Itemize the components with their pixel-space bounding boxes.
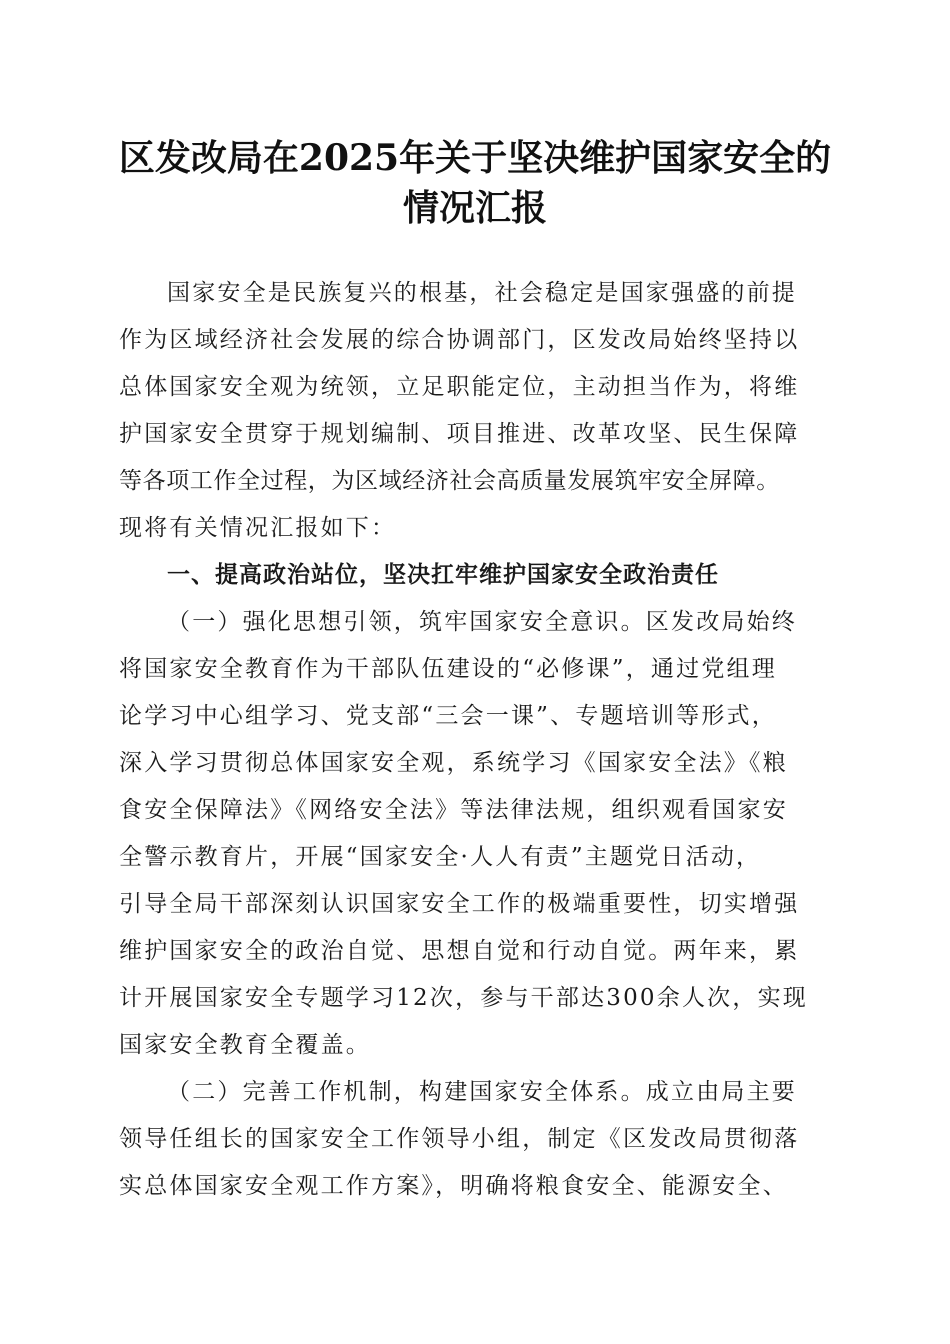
paragraph-line: 总体国家安全观为统领，立足职能定位，主动担当作为，将维 <box>119 374 800 400</box>
paragraph-line: （一）强化思想引领，筑牢国家安全意识。区发改局始终 <box>167 609 797 635</box>
title-line-1: 区发改局在2025年关于坚决维护国家安全的 <box>118 137 832 179</box>
paragraph-line: 全警示教育片，开展“国家安全·人人有责”主题党日活动， <box>119 844 762 870</box>
paragraph-line: 护国家安全贯穿于规划编制、项目推进、改革攻坚、民生保障 <box>119 421 800 447</box>
paragraph-line: 引导全局干部深刻认识国家安全工作的极端重要性，切实增强 <box>119 891 800 917</box>
paragraph-line: 计开展国家安全专题学习12次，参与干部达300余人次，实现 <box>119 985 808 1011</box>
paragraph-line: 作为区域经济社会发展的综合协调部门，区发改局始终坚持以 <box>119 327 800 353</box>
paragraph-line: 现将有关情况汇报如下： <box>119 515 397 541</box>
paragraph-line: 维护国家安全的政治自觉、思想自觉和行动自觉。两年来，累 <box>119 938 800 964</box>
document-body <box>119 270 839 1210</box>
paragraph-line: 食安全保障法》《网络安全法》等法律法规，组织观看国家安 <box>119 797 788 823</box>
paragraph-line: 论学习中心组学习、党支部“三会一课”、专题培训等形式， <box>119 703 777 729</box>
paragraph-line: 实总体国家安全观工作方案》，明确将粮食安全、能源安全、 <box>119 1173 788 1199</box>
paragraph-line: 将国家安全教育作为干部队伍建设的“必修课”，通过党组理 <box>119 656 777 682</box>
paragraph-line: 等各项工作全过程，为区域经济社会高质量发展筑牢安全屏障。 <box>119 468 780 494</box>
section-heading: 一、提高政治站位，坚决扛牢维护国家安全政治责任 <box>167 562 719 588</box>
paragraph-line: 国家安全是民族复兴的根基，社会稳定是国家强盛的前提 <box>167 280 797 306</box>
paragraph-line: （二）完善工作机制，构建国家安全体系。成立由局主要 <box>167 1079 797 1105</box>
document-title <box>0 133 950 233</box>
title-line-2: 情况汇报 <box>402 187 547 229</box>
paragraph-line: 深入学习贯彻总体国家安全观，系统学习《国家安全法》《粮 <box>119 750 788 776</box>
paragraph-line: 国家安全教育全覆盖。 <box>119 1032 371 1058</box>
paragraph-line: 领导任组长的国家安全工作领导小组，制定《区发改局贯彻落 <box>119 1126 800 1152</box>
